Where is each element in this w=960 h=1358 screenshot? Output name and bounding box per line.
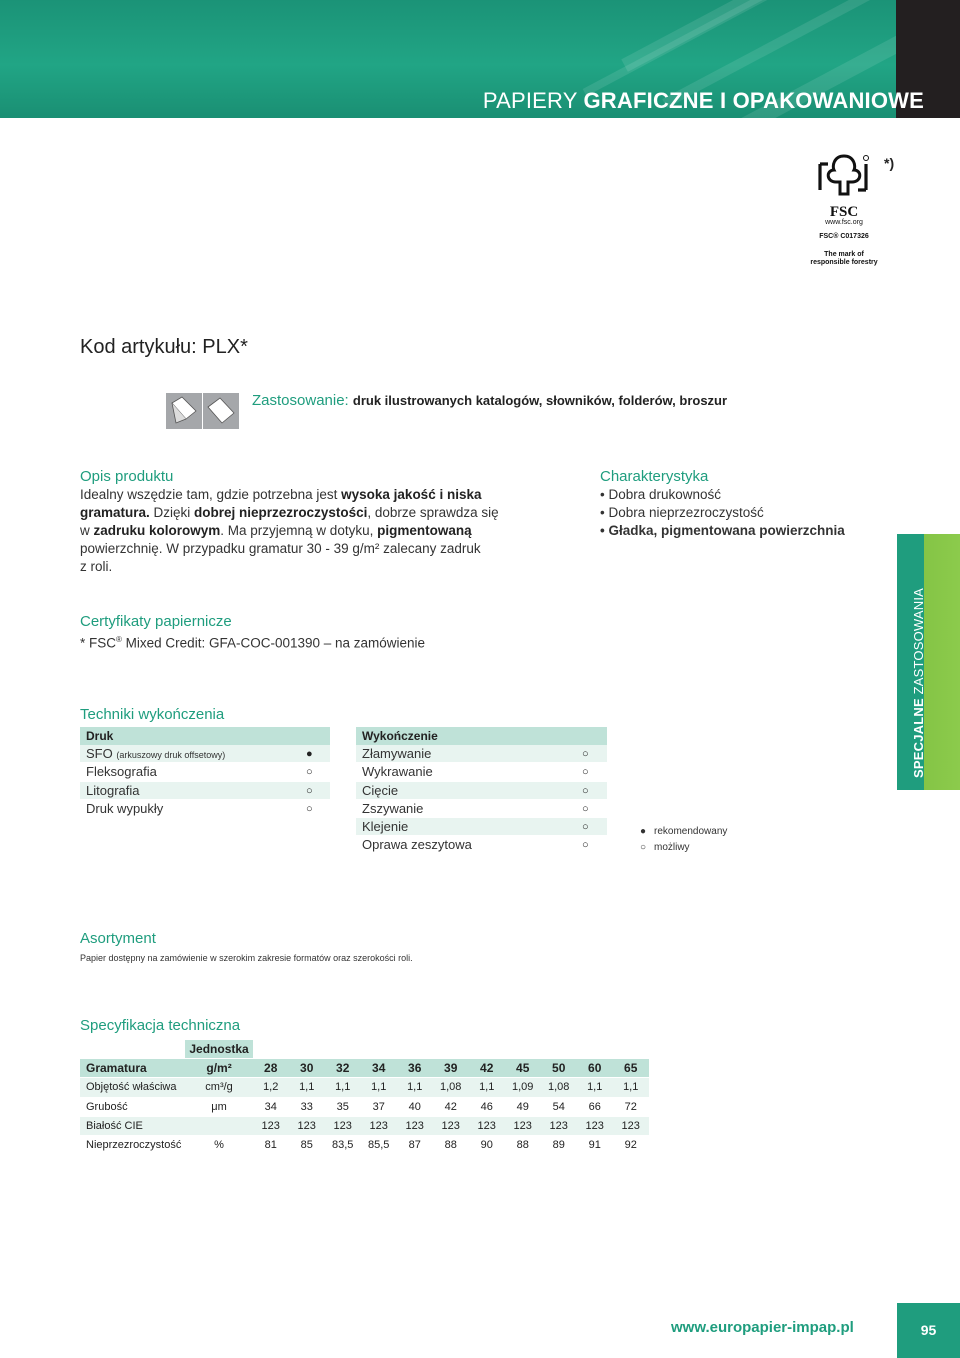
- description-heading: Opis produktu: [80, 468, 174, 485]
- usage-text: druk ilustrowanych katalogów, słowników, folderów, broszur: [352, 393, 728, 408]
- spec-row: Nieprzezroczystość % 81 85 83,5 85,5 87 88 90 88 89 91 92: [80, 1135, 649, 1154]
- fsc-logo-text: FSC: [829, 204, 859, 220]
- finish-row: Wykrawanie ○: [356, 763, 607, 781]
- spec-row: Białość CIE 123 123 123 123 123 123 123 123 123 123 123: [80, 1116, 649, 1135]
- print-row: Litografia ○: [80, 782, 330, 800]
- characteristics-heading: Charakterystyka: [600, 468, 709, 485]
- print-row: SFO (arkuszowy druk offsetowy) ●: [80, 745, 330, 763]
- fsc-tree-icon: [814, 152, 874, 200]
- certificates-text: * FSC® Mixed Credit: GFA-COC-001390 – na zamówienie: [80, 635, 426, 651]
- page-number: 95: [897, 1303, 960, 1358]
- finish-row: Cięcie ○: [356, 782, 607, 800]
- print-row: Fleksografia ○: [80, 763, 330, 781]
- usage-line: [252, 392, 727, 409]
- legend-recommended: ● rekomendowany: [640, 826, 728, 837]
- possible-mark: ○: [306, 802, 313, 815]
- print-table-header: Druk: [80, 727, 330, 745]
- finish-table-header: Wykończenie: [356, 727, 607, 745]
- spec-row: Grubość μm 34 33 35 37 40 42 46 49 54 66 72: [80, 1097, 649, 1116]
- fsc-mark-line2: responsible forestry: [810, 259, 878, 266]
- print-row: Druk wypukły ○: [80, 800, 330, 818]
- legend-possible: ○ możliwy: [640, 842, 690, 853]
- product-code: Kod artykułu: PLX*: [80, 336, 248, 358]
- fsc-mark-line1: The mark of: [824, 251, 864, 258]
- side-tab-label: SPECJALNE ZASTOSOWANIA: [911, 587, 926, 778]
- finish-row: Zszywanie ○: [356, 800, 607, 818]
- characteristics-list: [600, 486, 845, 540]
- unit-header: Jednostka: [185, 1040, 252, 1059]
- header-title-bold: GRAFICZNE I OPAKOWANIOWE: [583, 88, 924, 113]
- possible-mark: ○: [582, 748, 589, 760]
- possible-mark: ○: [582, 766, 589, 779]
- recommended-mark: ●: [306, 748, 313, 760]
- characteristic-item: • Dobra nieprzezroczystość: [600, 505, 764, 520]
- spec-header-row: Gramatura g/m² 28 30 32 34 36 39 42 45 50 60 65: [80, 1059, 649, 1078]
- header-title-light: PAPIERY: [482, 88, 578, 113]
- assortment-text: Papier dostępny na zamówienie w szerokim zakresie formatów oraz szerokości roli.: [80, 953, 413, 963]
- possible-mark: ○: [582, 821, 589, 834]
- certificates-heading: Certyfikaty papiernicze: [80, 613, 232, 630]
- finishing-heading: Techniki wykończenia: [80, 706, 225, 723]
- characteristic-item: • Dobra drukowność: [600, 487, 722, 502]
- fsc-logo: [806, 152, 882, 267]
- possible-mark: ○: [306, 766, 313, 779]
- fsc-asterisk: *): [884, 155, 895, 171]
- possible-mark: ○: [582, 784, 589, 797]
- print-table: [80, 727, 330, 818]
- usage-label: Zastosowanie:: [252, 392, 349, 409]
- finish-table: [356, 727, 607, 855]
- finish-row: Złamywanie ○: [356, 745, 607, 763]
- legend: [640, 824, 727, 856]
- assortment-heading: Asortyment: [80, 930, 156, 947]
- footer-website-link[interactable]: www.europapier-impap.pl: [671, 1319, 854, 1336]
- brochure-icon: [166, 393, 202, 429]
- catalog-icon: [203, 393, 239, 429]
- spec-table: [80, 1040, 649, 1155]
- possible-mark: ○: [582, 839, 589, 852]
- fsc-code: FSC® C017326: [819, 233, 869, 240]
- spec-heading: Specyfikacja techniczna: [80, 1017, 241, 1034]
- finish-row: Oprawa zeszytowa ○: [356, 836, 607, 854]
- possible-mark: ○: [582, 802, 589, 815]
- description-text: Idealny wszędzie tam, gdzie potrzebna jest wysoka jakość i niska gramatura. Dzięki dobrej nieprzezroczystości, dobrze sprawdza się w zadruku kolorowym. Ma przyjemną w dotyku, pigmentowaną powierzchnię. W przypadku gramatur 30 - 39 g/m² zalecany zadruk z roli.: [80, 487, 499, 574]
- fsc-url: www.fsc.org: [825, 219, 863, 226]
- characteristic-item: • Gładka, pigmentowana powierzchnia: [600, 523, 845, 538]
- side-tab-special-uses: [897, 534, 960, 790]
- finish-row: Klejenie ○: [356, 818, 607, 836]
- page-header-title: [483, 88, 924, 114]
- spec-row: Objętość właściwa cm³/g 1,2 1,1 1,1 1,1 1,1 1,08 1,1 1,09 1,08 1,1 1,1: [80, 1078, 649, 1097]
- possible-mark: ○: [306, 784, 313, 797]
